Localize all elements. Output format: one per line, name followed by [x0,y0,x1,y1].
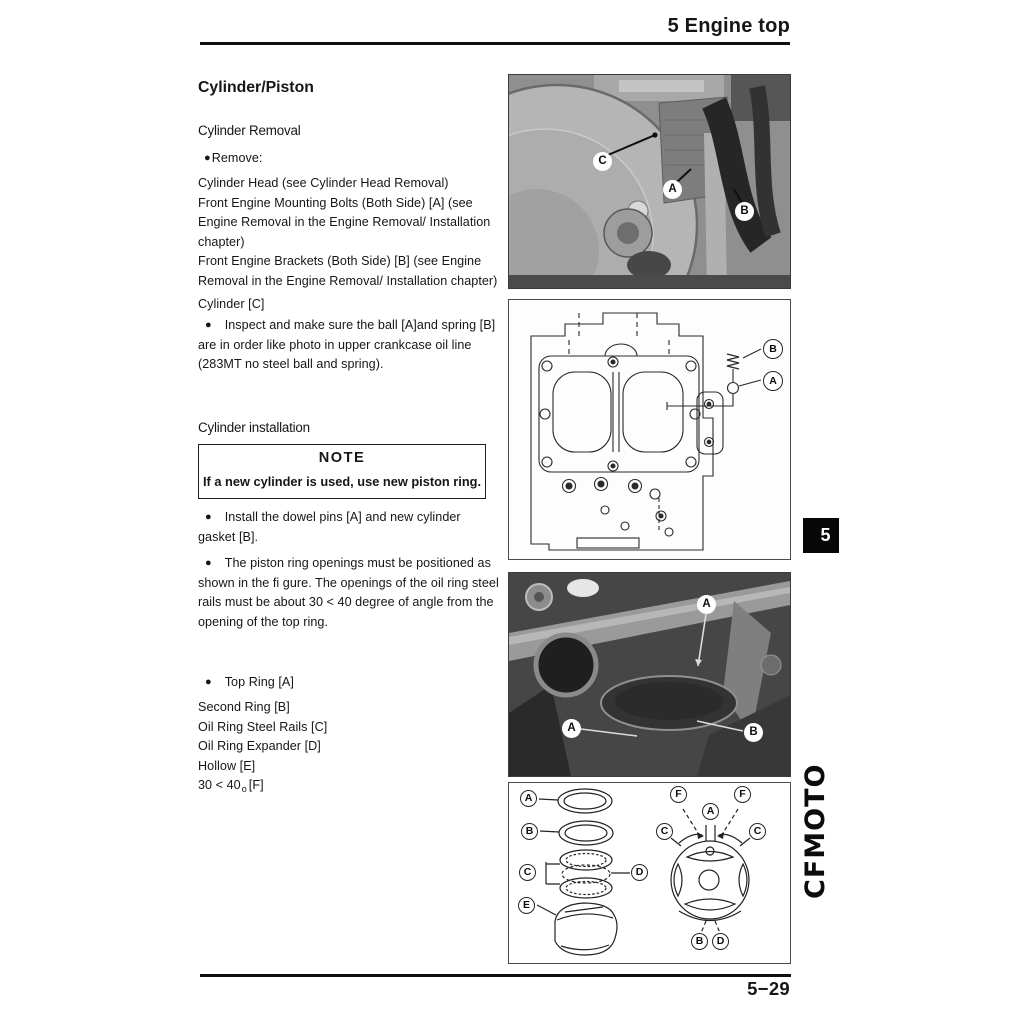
bullet-icon: ● [204,152,211,164]
removal-heading: Cylinder Removal [198,123,301,138]
ring-legend-first [198,673,294,693]
figure-label: C [656,823,673,840]
removal-item-list [198,174,497,315]
install-step-1 [198,508,461,547]
figure-label: B [521,823,538,840]
angle-sub: o [241,784,247,795]
chapter-header-title: 5 Engine top [667,15,790,37]
section-title: Cylinder/Piston [198,79,314,96]
removal-item-line: Engine Removal in the Engine Removal/ Installation [198,215,491,230]
figure-label: B [763,339,783,359]
legend-line: Oil Ring Steel Rails [C] [198,719,328,734]
footer-rule [200,974,791,977]
removal-item-line: Front Engine Brackets (Both Side) [B] (see Engine [198,254,482,269]
brand-logo: CFMOTO [800,763,831,899]
engine-photo-art [509,75,790,288]
bullet-icon: ● [205,557,212,569]
step-line: Install the dowel pins [A] and new cylinder [224,510,461,524]
figure-ring-diagram [508,782,791,964]
dowel-photo-art [509,573,790,776]
figure-label: A [520,790,537,807]
figure-label: A [763,371,783,391]
step-line: shown in the fi gure. The openings of the oil ring steel [198,575,499,590]
figure-crankcase-drawing [508,299,791,560]
ring-legend-list [198,698,327,800]
step-line: gasket [B]. [198,529,259,544]
figure-label: A [697,595,716,614]
removal-item-line: Front Engine Mounting Bolts (Both Side) [A] (see [198,195,473,210]
step-line: opening of the top ring. [198,614,329,629]
legend-line: Top Ring [A] [224,675,294,689]
remove-label: Remove: [211,151,263,165]
removal-item-line: chapter) [198,234,245,249]
page-number: 5−29 [747,978,790,999]
figure-label: B [744,723,763,742]
legend-line: Second Ring [B] [198,700,290,714]
header-rule [200,42,790,45]
figure-label: C [593,152,612,171]
figure-label: A [562,719,581,738]
figure-label: A [702,803,719,820]
figure-label: B [735,202,754,221]
ring-diagram-art [509,783,790,963]
note-title: NOTE [318,450,366,466]
figure-label: C [749,823,766,840]
figure-label: D [712,933,729,950]
figure-label: D [631,864,648,881]
figure-label: B [691,933,708,950]
figure-dowel-photo [508,572,791,777]
figure-label: F [670,786,687,803]
removal-item-line: Cylinder [C] [198,297,265,312]
angle-ref: [F] [248,778,264,793]
legend-line: Hollow [E] [198,758,256,773]
legend-angle-line [198,776,327,800]
inspect-line: are in order like photo in upper crankcase oil line [198,337,472,352]
step-line: The piston ring openings must be positioned as [224,556,491,570]
inspect-paragraph [198,316,495,375]
removal-item-line: Cylinder Head (see Cylinder Head Removal) [198,176,449,190]
note-box [198,444,486,499]
bullet-icon: ● [205,676,212,688]
installation-heading: Cylinder installation [198,420,310,435]
inspect-line: (283MT no steel ball and spring). [198,357,384,372]
figure-label: E [518,897,535,914]
figure-engine-photo [508,74,791,289]
figure-label: C [519,864,536,881]
chapter-tab: 5 [803,518,839,553]
angle-value: 30 < 40 [198,778,241,793]
figure-label: F [734,786,751,803]
install-step-2 [198,554,499,632]
bullet-icon: ● [205,511,212,523]
note-text: If a new cylinder is used, use new piston ring. [202,474,482,489]
remove-bullet-line [204,149,262,169]
inspect-line: Inspect and make sure the ball [A]and spring [B] [224,318,496,332]
removal-item-line: Removal in the Engine Removal/ Installation chapter) [198,273,498,288]
legend-line: Oil Ring Expander [D] [198,739,321,754]
figure-label: A [663,180,682,199]
crankcase-drawing-art [509,300,790,559]
bullet-icon: ● [205,319,212,331]
step-line: rails must be about 30 < 40 degree of angle from the [198,595,494,610]
